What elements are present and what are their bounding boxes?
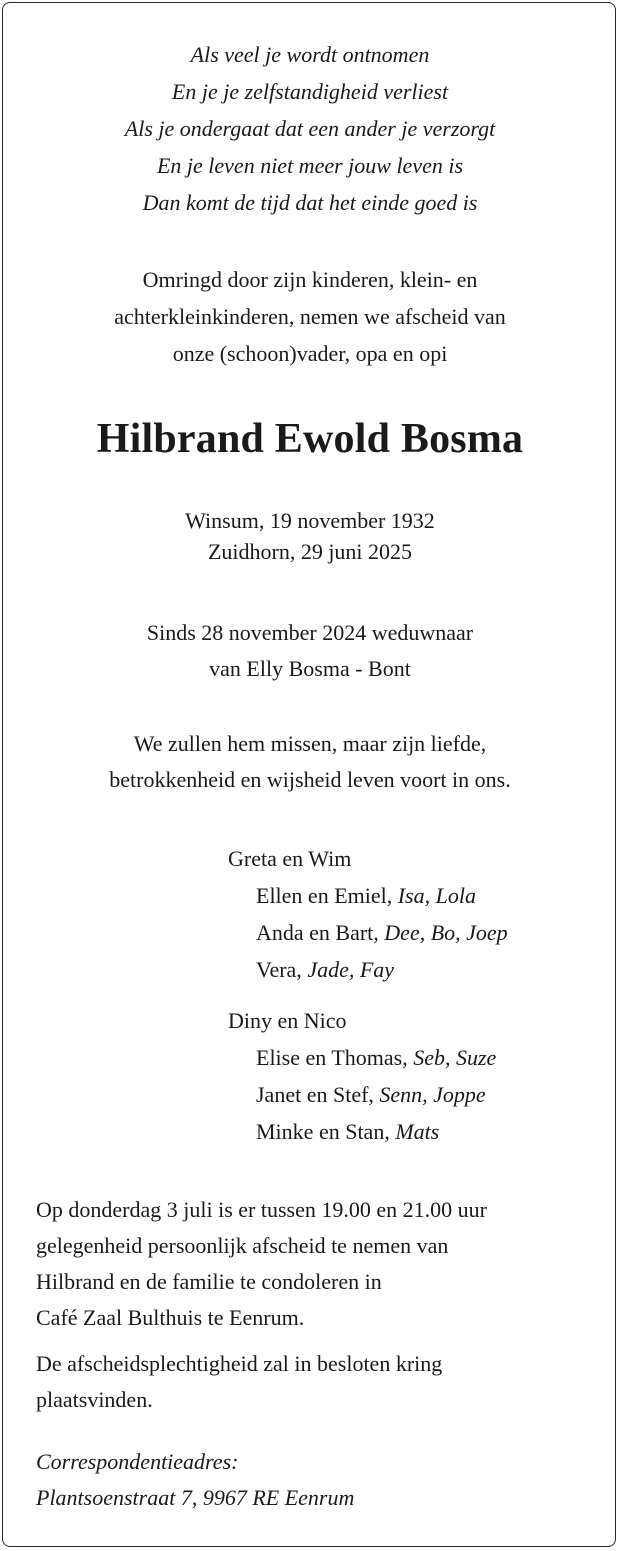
- child-name: Minke en Stan,: [256, 1119, 390, 1144]
- grandchildren: Jade, Fay: [307, 957, 395, 982]
- grandchildren: Mats: [395, 1119, 440, 1144]
- family-child: [228, 1039, 508, 1076]
- ceremony-line: De afscheidsplechtigheid zal in besloten kring: [36, 1351, 443, 1376]
- family-child: [228, 877, 508, 914]
- condolence-line: gelegenheid persoonlijk afscheid te nemen van: [36, 1233, 449, 1258]
- condolence-line: Café Zaal Bulthuis te Eenrum.: [36, 1305, 305, 1330]
- family-child: [228, 1113, 508, 1150]
- child-name: Elise en Thomas,: [256, 1045, 408, 1070]
- widower-line: van Elly Bosma - Bont: [209, 656, 411, 681]
- deceased-name: Hilbrand Ewold Bosma: [96, 416, 524, 462]
- child-name: Anda en Bart,: [256, 920, 379, 945]
- intro-line: onze (schoon)vader, opa en opi: [172, 341, 448, 366]
- poem-line: En je je zelfstandigheid verliest: [171, 79, 449, 104]
- widower-note: [0, 615, 620, 687]
- remembrance-line: betrokkenheid en wijsheid leven voort in ons.: [109, 767, 511, 792]
- death-date: Zuidhorn, 29 juni 2025: [207, 539, 413, 564]
- address-label: Correspondentieadres:: [36, 1449, 239, 1474]
- address-value: Plantsoenstraat 7, 9967 RE Eenrum: [36, 1485, 355, 1510]
- family-gap: [228, 988, 508, 1002]
- remembrance-line: We zullen hem missen, maar zijn liefde,: [133, 731, 487, 756]
- grandchildren: Isa, Lola: [397, 883, 476, 908]
- correspondence-address: [36, 1444, 354, 1516]
- family-parent: Greta en Wim: [228, 846, 352, 871]
- intro-line: Omringd door zijn kinderen, klein- en: [142, 267, 478, 292]
- child-name: Vera,: [256, 957, 302, 982]
- child-name: Janet en Stef,: [256, 1082, 374, 1107]
- family-parent: Diny en Nico: [228, 1008, 347, 1033]
- grandchildren: Senn, Joppe: [379, 1082, 486, 1107]
- poem-line: En je leven niet meer jouw leven is: [156, 153, 464, 178]
- intro-line: achterkleinkinderen, nemen we afscheid van: [114, 304, 506, 329]
- poem-line: Dan komt de tijd dat het einde goed is: [142, 190, 478, 215]
- poem-line: Als veel je wordt ontnomen: [190, 42, 430, 67]
- family-child: [228, 951, 508, 988]
- family-child: [228, 914, 508, 951]
- life-dates: [0, 505, 620, 567]
- paragraph-gap: [36, 1336, 596, 1346]
- grandchildren: Seb, Suze: [413, 1045, 497, 1070]
- poem-line: Als je ondergaat dat een ander je verzorgt: [124, 116, 496, 141]
- child-name: Ellen en Emiel,: [256, 883, 393, 908]
- ceremony-line: plaatsvinden.: [36, 1387, 153, 1412]
- remembrance-text: [0, 726, 620, 798]
- condolence-line: Op donderdag 3 juli is er tussen 19.00 en 21.00 uur: [36, 1197, 487, 1222]
- intro-text: [0, 261, 620, 372]
- grandchildren: Dee, Bo, Joep: [384, 920, 508, 945]
- poem: [0, 36, 620, 221]
- condolence-info: [36, 1192, 596, 1418]
- family-list: [228, 840, 508, 1150]
- family-child: [228, 1076, 508, 1113]
- condolence-line: Hilbrand en de familie te condoleren in: [36, 1269, 382, 1294]
- widower-line: Sinds 28 november 2024 weduwnaar: [146, 620, 474, 645]
- birth-date: Winsum, 19 november 1932: [185, 508, 435, 533]
